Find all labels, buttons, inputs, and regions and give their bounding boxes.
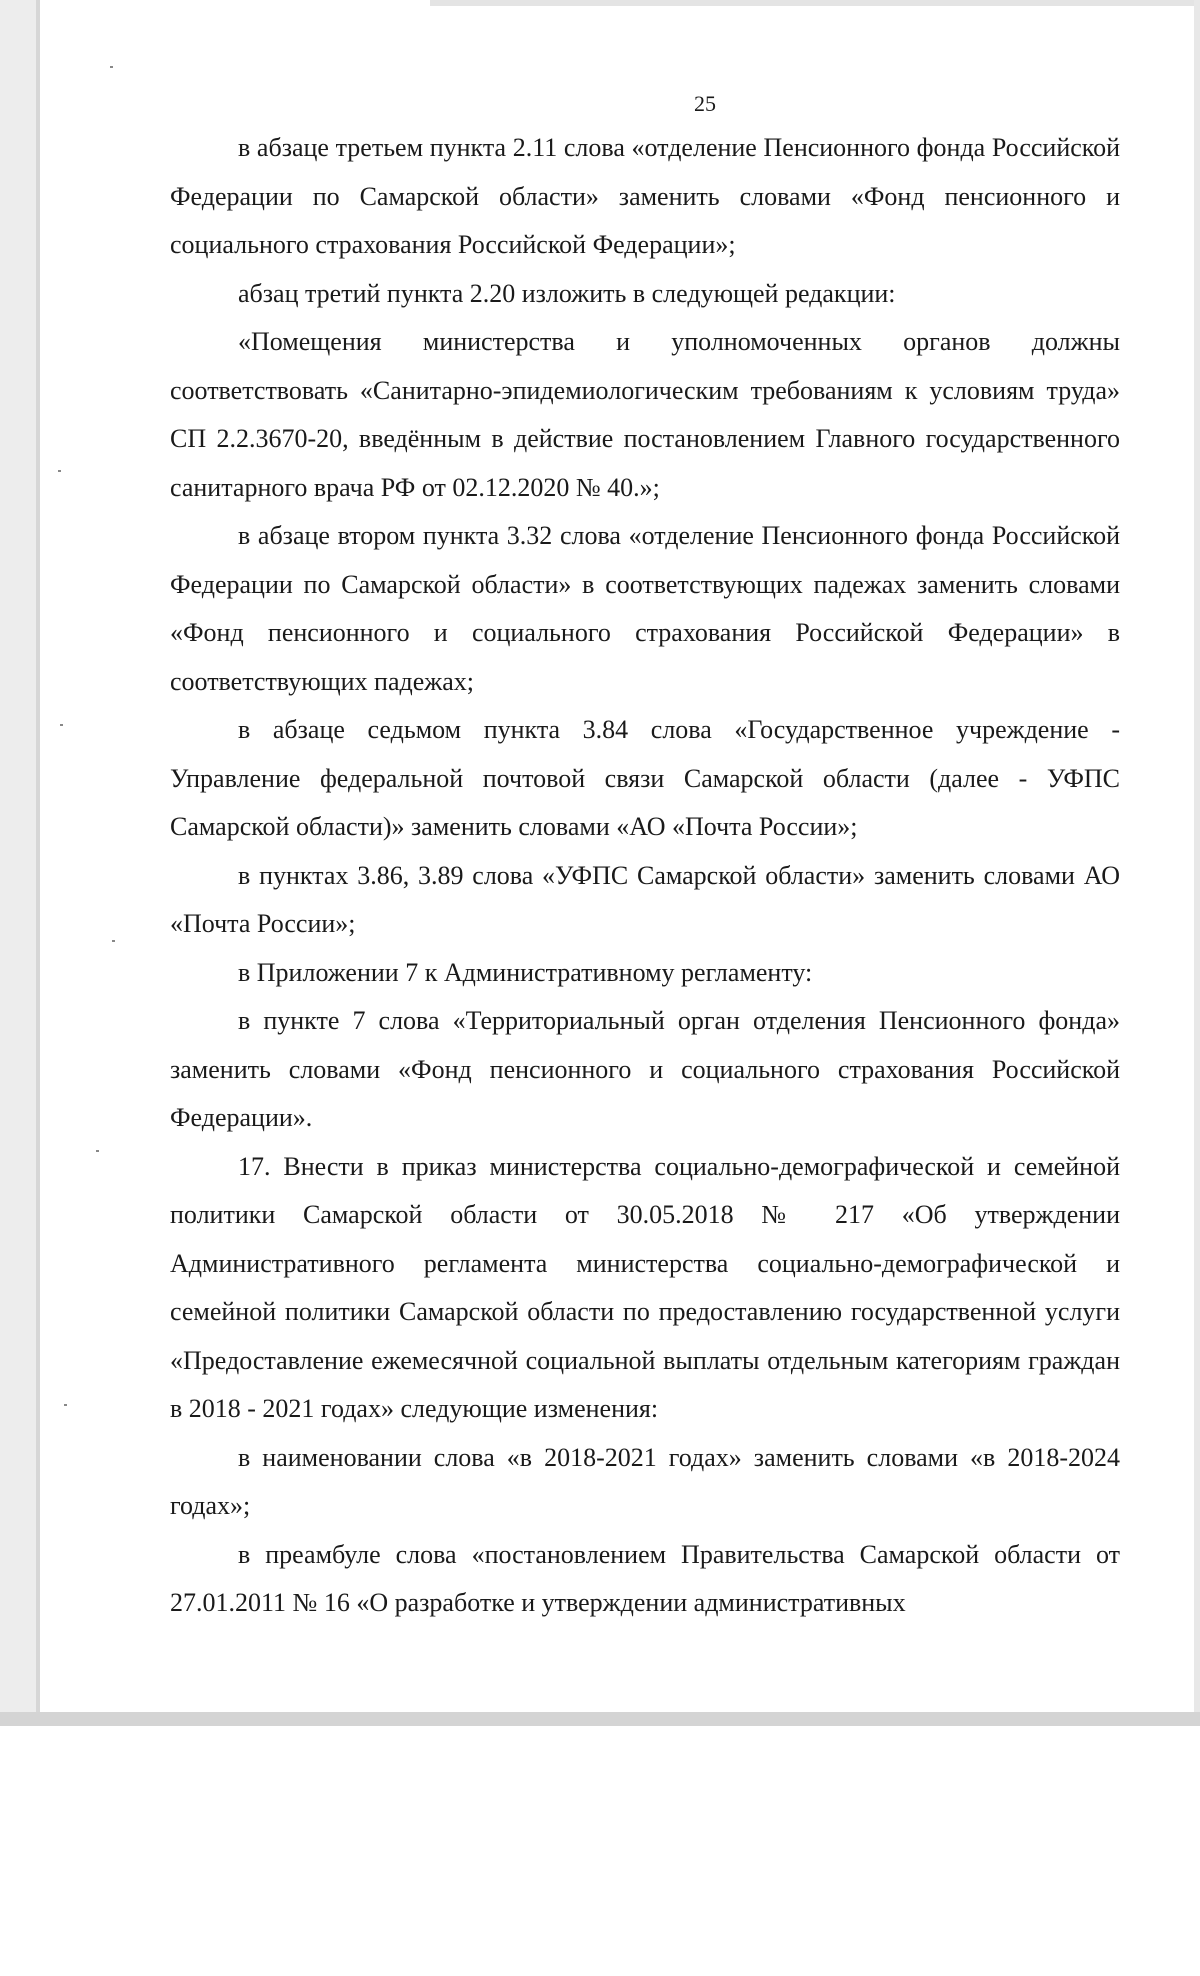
scan-top-edge (430, 0, 1200, 6)
paragraph-9: 17. Внести в приказ министерства социально-демографической и семейной политики Самарской области от 30.05.2018 № 217 «Об утверждении Административного регламента министерства социально-демографической и семейной политики Самарской области по предоставлению государственной услуги «Предоставление ежемесячной социальной выплаты отдельным категориям граждан в 2018 - 2021 годах» следующие изменения: (170, 1151, 1120, 1423)
scan-speck (110, 66, 113, 68)
paragraph-1: в абзаце третьем пункта 2.11 слова «отделение Пенсионного фонда Российской Федерации по Самарской области» заменить словами «Фонд пенсионного и социального страхования Российской Федерации»; (170, 133, 1120, 259)
document-body (170, 84, 1120, 1628)
scan-right-edge (1194, 0, 1200, 1720)
paragraph-3: «Помещения министерства и уполномоченных органов должны соответствовать «Санитарно-эпидемиологическим требованиям к условиям труда» СП 2.2.3670-20, введённым в действие постановлением Главного государственного санитарного врача РФ от 02.12.2020 № 40.»; (170, 327, 1120, 502)
scan-speck (58, 470, 61, 472)
scan-speck (112, 940, 115, 942)
paragraph-8: в пункте 7 слова «Территориальный орган отделения Пенсионного фонда» заменить словами «Фонд пенсионного и социального страхования Российской Федерации». (170, 1006, 1120, 1132)
page-number: 25 (694, 91, 716, 116)
paragraph-5: в абзаце седьмом пункта 3.84 слова «Государственное учреждение - Управление федеральной почтовой связи Самарской области (далее - УФПС Самарской области)» заменить словами «АО «Почта России»; (170, 715, 1120, 841)
scan-speck (60, 724, 63, 726)
scan-speck (96, 1150, 99, 1152)
paragraph-4: в абзаце втором пункта 3.32 слова «отделение Пенсионного фонда Российской Федерации по Самарской области» в соответствующих падежах заменить словами «Фонд пенсионного и социального страхования Российской Федерации» в соответствующих падежах; (170, 521, 1120, 696)
scan-speck (64, 1404, 67, 1406)
paragraph-7: в Приложении 7 к Административному регламенту: (238, 957, 813, 987)
paragraph-2: абзац третий пункта 2.20 изложить в следующей редакции: (238, 278, 896, 308)
paragraph-10: в наименовании слова «в 2018-2021 годах» заменить словами «в 2018-2024 годах»; (170, 1442, 1120, 1520)
scan-bottom-edge (0, 1712, 1200, 1726)
scan-left-edge (0, 0, 40, 1725)
paragraph-11: в преамбуле слова «постановлением Правительства Самарской области от 27.01.2011 № 16 «О разработке и утверждении административных (170, 1539, 1120, 1617)
paragraph-6: в пунктах 3.86, 3.89 слова «УФПС Самарской области» заменить словами АО «Почта России»; (170, 860, 1120, 938)
